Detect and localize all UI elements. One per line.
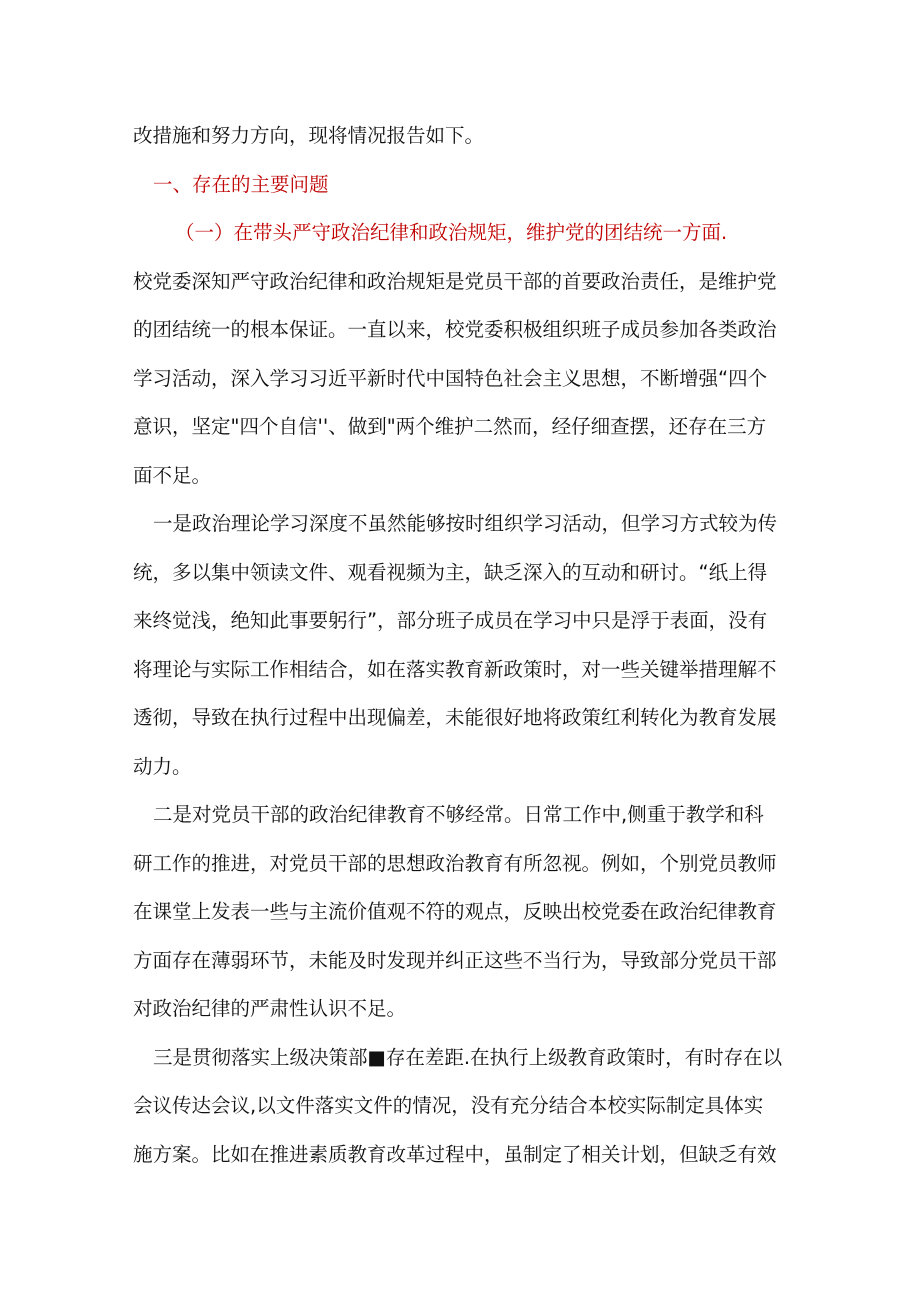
paragraph-line: 研工作的推进，对党员干部的思想政治教育有所忽视。例如，个别党员教师 xyxy=(133,851,777,875)
paragraph-line: 三是贯彻落实上级决策部■存在差距.在执行上级教育政策时，有时存在以 xyxy=(153,1045,783,1069)
paragraph-line: 施方案。比如在推进素质教育改革过程中，虽制定了相关计划，但缺乏有效 xyxy=(133,1142,777,1166)
document-body xyxy=(133,112,793,1179)
paragraph-line: 学习活动，深入学习习近平新时代中国特色社会主义思想，不断增强“四个 xyxy=(133,366,768,390)
paragraph-line: 透彻，导致在执行过程中出现偏差，未能很好地将政策红利转化为教育发展 xyxy=(133,706,777,729)
paragraph-line: 改措施和努力方向，现将情况报告如下。 xyxy=(133,124,485,147)
paragraph-line: 一是政治理论学习深度不虽然能够按时组织学习活动，但学习方式较为传 xyxy=(153,512,778,535)
paragraph-line: 校党委深知严守政治纪律和政治规矩是党员干部的首要政治责任，是维护党 xyxy=(133,269,777,293)
paragraph-line: 统，多以集中领读文件、观看视频为主，缺乏深入的互动和研讨。“纸上得 xyxy=(133,560,768,584)
paragraph-line: 的团结统一的根本保证。一直以来，校党委积极组织班子成员参加各类政治 xyxy=(133,318,777,341)
paragraph-line: 会议传达会议,以文件落实文件的情况，没有充分结合本校实际制定具体实 xyxy=(133,1094,764,1117)
paragraph-line: 将理论与实际工作相结合，如在落实教育新政策时，对一些关键举措理解不 xyxy=(133,657,777,681)
paragraph-line: 在课堂上发表一些与主流价值观不符的观点，反映出校党委在政治纪律教育 xyxy=(133,900,777,923)
paragraph-line: 来终觉浅，绝知此事要躬行”，部分班子成员在学习中只是浮于表面，没有 xyxy=(133,609,768,632)
paragraph-line: 对政治纪律的严肃性认识不足。 xyxy=(133,997,407,1020)
paragraph-line: 面不足。 xyxy=(133,463,212,487)
paragraph-line: 方面存在薄弱环节，未能及时发现并纠正这些不当行为，导致部分党员干部 xyxy=(133,948,777,972)
paragraph-line: 意识，坚定"四个自信''、做到"两个维护二然而，经仔细查摆，还存在三方 xyxy=(133,415,767,438)
subsection-heading: （一）在带头严守政治纪律和政治规矩，维护党的团结统一方面. xyxy=(175,221,728,244)
paragraph-line: 二是对党员干部的政治纪律教育不够经常。日常工作中,侧重于教学和科 xyxy=(153,803,764,826)
section-heading: 一、存在的主要问题 xyxy=(153,172,329,196)
paragraph-line: 动力。 xyxy=(133,754,192,778)
